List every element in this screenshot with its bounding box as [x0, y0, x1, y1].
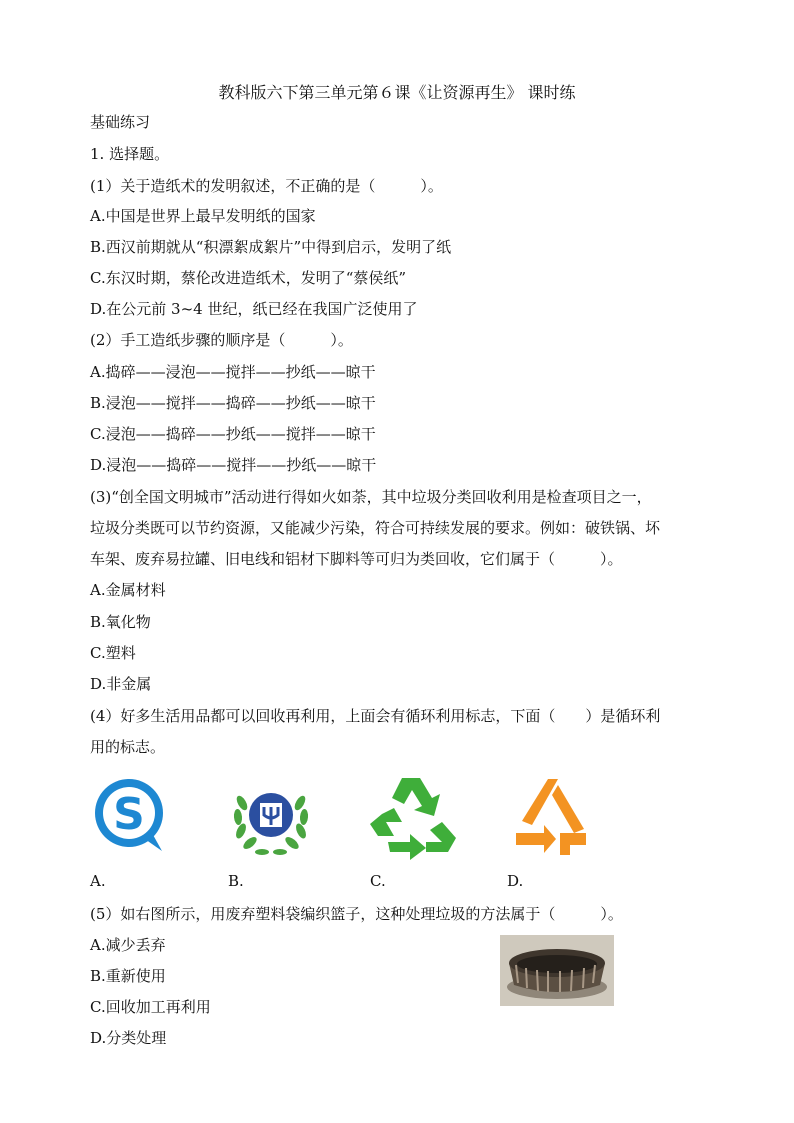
- q1-option-c: C.东汉时期，蔡伦改进造纸术，发明了“蔡侯纸”: [90, 269, 407, 287]
- q3-option-b: B.氧化物: [90, 613, 151, 631]
- laurel-emblem-icon: [228, 775, 314, 859]
- q4-label-a: A.: [90, 872, 106, 890]
- q3-option-c: C.塑料: [90, 644, 136, 662]
- svg-text:S: S: [113, 789, 145, 840]
- page-title: 教科版六下第三单元第６课《让资源再生》 课时练: [218, 83, 576, 102]
- q4-stem-line-1: (4）好多生活用品都可以回收再利用，上面会有循环利用标志，下面（ ）是循环利: [90, 707, 661, 725]
- q4-label-b: B.: [228, 872, 244, 890]
- q4-label-c: C.: [370, 872, 386, 890]
- q4-label-d: D.: [507, 872, 524, 890]
- q1-stem: (1）关于造纸术的发明叙述，不正确的是（ ）。: [90, 177, 443, 195]
- q1-option-b: B.西汉前期就从“积漂絮成絮片”中得到启示，发明了纸: [90, 238, 452, 256]
- question-group-header: 1. 选择题。: [90, 145, 170, 163]
- q2-option-d: D.浸泡——捣碎——搅拌——抄纸——晾干: [90, 456, 377, 474]
- q5-option-d: D.分类处理: [90, 1029, 167, 1047]
- q5-option-a: A.减少丢弃: [90, 936, 166, 954]
- q1-option-d: D.在公元前 3~4 世纪，纸已经在我国广泛使用了: [90, 300, 418, 318]
- q4-stem-line-2: 用的标志。: [90, 738, 166, 756]
- q3-stem-line-1: (3)“创全国文明城市”活动进行得如火如荼，其中垃圾分类回收利用是检查项目之一，: [90, 488, 652, 506]
- green-recycle-icon: [368, 772, 460, 860]
- orange-arrows-icon: [512, 775, 592, 859]
- q2-stem: (2）手工造纸步骤的顺序是（ ）。: [90, 331, 353, 349]
- q1-option-a: A.中国是世界上最早发明纸的国家: [90, 207, 316, 225]
- q3-stem-line-3: 车架、废弃易拉罐、旧电线和铝材下脚料等可归为类回收，它们属于（ ）。: [90, 550, 623, 568]
- q2-option-c: C.浸泡——捣碎——抄纸——搅拌——晾干: [90, 425, 376, 443]
- s-logo-icon: [92, 775, 170, 855]
- q5-option-b: B.重新使用: [90, 967, 166, 985]
- q5-stem: (5）如右图所示，用废弃塑料袋编织篮子，这种处理垃圾的方法属于（ ）。: [90, 905, 623, 923]
- q3-stem-line-2: 垃圾分类既可以节约资源，又能减少污染，符合可持续发展的要求。例如：破铁锅、坏: [90, 519, 661, 537]
- section-heading: 基础练习: [90, 113, 151, 131]
- q3-option-d: D.非金属: [90, 675, 152, 693]
- q2-option-a: A.捣碎——浸泡——搅拌——抄纸——晾干: [90, 363, 376, 381]
- q3-option-a: A.金属材料: [90, 581, 166, 599]
- woven-basket-photo: [500, 935, 614, 1006]
- q2-option-b: B.浸泡——搅拌——捣碎——抄纸——晾干: [90, 394, 376, 412]
- q5-option-c: C.回收加工再利用: [90, 998, 211, 1016]
